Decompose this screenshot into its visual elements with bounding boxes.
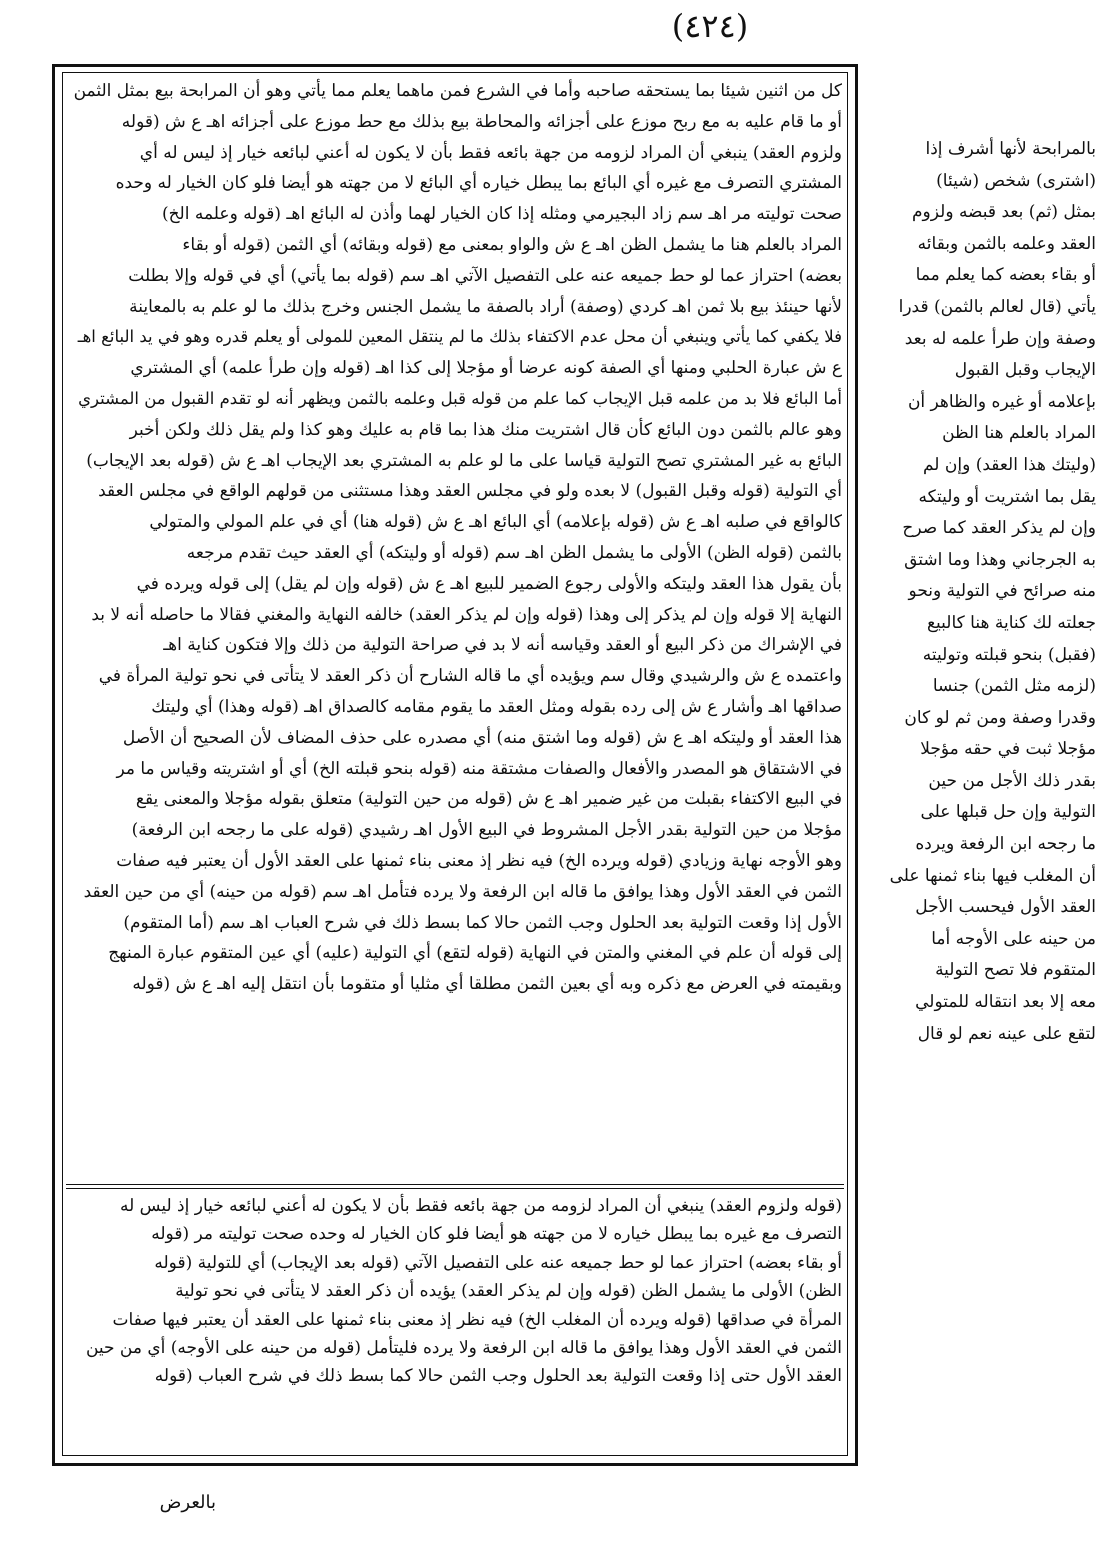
margin-text-line: ما رجحه ابن الرفعة ويرده <box>915 834 1096 855</box>
main-text-line: في الإشراك من ذكر البيع أو العقد وقياسه أنه لا بد في صراحة التولية من ذلك وإلا فتكون كناية اهـ <box>163 635 842 656</box>
main-text-line: في الاشتقاق هو المصدر والأفعال والصفات مشتقة منه (قوله بنحو قبلته الخ) أي أو اشتريته وقياس ما مر <box>116 758 842 779</box>
main-text-line: المشتري التصرف مع غيره أي البائع بما يبطل خياره أي البائع لا من جهته هو أيضا فلو كان الخيار له وحده <box>115 173 842 194</box>
margin-text-line: أو بقاء بعضه كما يعلم مما <box>915 265 1096 286</box>
main-text-line: وهو الأوجه نهاية وزيادي (قوله ويرده الخ) فيه نظر إذ معنى بناء ثمنها على العقد الأول أن يعتبر فيه صفات <box>116 850 842 871</box>
main-text-line: أي التولية (قوله وقبل القبول) لا بعده ولو في مجلس العقد وهذا مستثنى من قولهم الواقع في مجلس العقد <box>98 481 842 502</box>
margin-text-line: المتقوم فلا تصح التولية <box>935 960 1096 981</box>
margin-text-line: أن المغلب فيها بناء ثمنها على <box>889 865 1096 886</box>
commentary-text-line: الثمن في العقد الأول وهذا يوافق ما قاله ابن الرفعة ولا يرده فليتأمل (قوله من حينه على الأوجه) أي من حين <box>85 1337 842 1358</box>
margin-text-line: الإيجاب وقبل القبول <box>954 360 1096 381</box>
main-text-line: هذا العقد أو وليتكه اهـ ع ش (قوله وما اشتق منه) أي مصدره على حذف المضاف لأن الصحيح أن الأصل <box>122 727 842 748</box>
main-text-block <box>74 76 842 1184</box>
margin-text-line: من حينه على الأوجه أما <box>931 928 1096 949</box>
main-text-line: المراد بالعلم هنا ما يشمل الظن اهـ ع ش والواو بمعنى مع (قوله وبقائه) أي الثمن (قوله أو بقاء <box>182 234 842 255</box>
margin-text-line: بقدر ذلك الأجل من حين <box>928 770 1096 791</box>
margin-text-line: التولية وإن حل قبلها على <box>920 802 1096 823</box>
main-text-line: بعضه) احتراز عما لو حط جميعه عنه على التفصيل الآتي اهـ سم (قوله بما يأتي) أي في قوله وإلا بطلت <box>128 265 842 286</box>
margin-text-line: معه إلا بعد انتقاله للمتولي <box>915 992 1096 1013</box>
margin-text-line: وصفة وإن طرأ علمه له بعد <box>904 328 1096 349</box>
main-text-line: وبقيمته في العرض مع ذكره وبه أي بعين الثمن مطلقا أي مثليا أو متقوما بأن انتقل إليه اهـ ع ش (قوله <box>132 974 842 995</box>
margin-text-line: يقل بما اشتريت أو وليتكه <box>918 486 1096 507</box>
main-text-line: البائع به غير المشتري تصح التولية قياسا على ما لو علم به المشتري بعد الإيجاب اهـ ع ش (قوله بعد الإيجاب) <box>86 450 842 471</box>
margin-text-line: جعلته لك كناية هنا كالبيع <box>927 612 1096 633</box>
main-text-line: مؤجلا من حين التولية بقدر الأجل المشروط في البيع الأول اهـ رشيدي (قوله على ما رجحه ابن الرفعة) <box>131 820 842 841</box>
catchword: بالعرض <box>159 1492 216 1513</box>
main-text-line: أو ما قام عليه به مع ربح موزع على أجزائه والمحاطة بيع بذلك مع حط موزع على أجزائه اهـ ع ش (قوله <box>121 111 842 132</box>
main-text-line: أما البائع فلا بد من علمه قبل الإيجاب كما علم من قوله قبل وعلمه بالثمن ويظهر أنه لو تقدم القبول من المشتري <box>78 388 842 408</box>
margin-text-line: وقدرا وصفة ومن ثم لو كان <box>904 707 1096 728</box>
main-text-line: ولزوم العقد) ينبغي أن المراد لزومه من جهة بائعه فقط بأن لا يكون له أعني لبائعه خيار إذ ليس له أي <box>139 142 842 163</box>
main-text-line: إلى قوله أن علم في المغني والمتن في النهاية (قوله لتقع) أي التولية (عليه) أي عين المتقوم عبارة المنهج <box>108 943 842 964</box>
commentary-text-line: المرأة في صداقها (قوله ويرده أن المغلب الخ) فيه نظر إذ معنى بناء ثمنها على العقد أن يعتبر فيها صفات <box>112 1309 842 1330</box>
commentary-text-block <box>74 1192 842 1448</box>
margin-text-line: لتقع على عينه نعم لو قال <box>917 1023 1096 1044</box>
main-text-line: الثمن في العقد الأول وهذا يوافق ما قاله ابن الرفعة ولا يرده فتأمل اهـ سم (قوله من حينه) أي من حين العقد <box>83 881 842 902</box>
commentary-text-line: التصرف مع غيره بما يبطل خياره لا من جهته هو أيضا فلو كان الخيار له وحده صحت توليته مر (قوله <box>151 1224 842 1245</box>
margin-text-line: (لزمه مثل الثمن) جنسا <box>932 676 1096 697</box>
margin-text-line: به الجرجاني وهذا وما اشتق <box>904 549 1096 570</box>
margin-text-line: منه صرائح في التولية ونحو <box>908 581 1096 602</box>
main-text-line: كالواقع في صلبه اهـ ع ش (قوله بإعلامه) أي البائع اهـ ع ش (قوله هنا) أي في علم المولي والمتولي <box>149 512 842 533</box>
margin-text-line: بمثل (ثم) بعد قبضه ولزوم <box>912 202 1096 223</box>
main-text-line: الأول إذا وقعت التولية بعد الحلول وجب الثمن حالا كما بسط ذلك في شرح العباب اهـ سم (أما المتقوم) <box>123 912 842 933</box>
margin-text-line: المراد بالعلم هنا الظن <box>942 423 1096 444</box>
section-divider <box>66 1184 844 1185</box>
page-number: (٤٢٤) <box>671 7 749 45</box>
main-text-line: في البيع الاكتفاء بقبلت من غير ضمير اهـ ع ش (قوله من حين التولية) متعلق بقوله مؤجلا والمعنى يقع <box>135 789 842 810</box>
margin-text-column <box>864 134 1096 1284</box>
main-text-line: واعتمده ع ش والرشيدي وقال سم ويؤيده أي ما قاله الشارح أن ذكر العقد لا يتأتى في نحو تولية المرأة في <box>98 666 842 687</box>
main-text-line: ع ش عبارة الحلبي ومنها أي الصفة كونه عرضا أو مؤجلا إلى كذا اهـ (قوله وإن طرأ علمه) أي المشتري <box>130 358 842 379</box>
margin-text-line: يأتي (قال لعالم بالثمن) قدرا <box>898 296 1096 317</box>
margin-text-line: (فقبل) بنحو قبلته وتوليته <box>922 644 1096 665</box>
margin-text-line: (وليتك هذا العقد) وإن لم <box>922 454 1096 475</box>
section-divider-double <box>66 1188 844 1189</box>
margin-text-line: العقد الأول فيحسب الأجل <box>915 897 1096 918</box>
margin-text-line: بإعلامه أو غيره والظاهر أن <box>907 391 1096 412</box>
commentary-text-line: العقد الأول حتى إذا وقعت التولية بعد الحلول وجب الثمن حالا كما بسط ذلك في شرح العباب (قوله <box>154 1366 842 1387</box>
main-text-line: بأن يقول هذا العقد وليتكه والأولى رجوع الضمير للبيع اهـ ع ش (قوله وإن لم يقل) إلى قوله ويرده في <box>136 573 842 594</box>
main-text-line: النهاية إلا قوله وإن لم يذكر إلى وهذا (قوله وإن لم يذكر العقد) خالفه النهاية والمغني فقالا ما حاصله أنه لا بد <box>91 604 842 625</box>
margin-text-line: مؤجلا ثبت في حقه مؤجلا <box>920 739 1096 760</box>
main-text-line: كل من اثنين شيئا بما يستحقه صاحبه وأما في الشرع فمن ماهما يعلم مما يأتي وهو أن المرابحة بيع بمثل الثمن <box>74 81 842 101</box>
main-text-line: وهو عالم بالثمن دون البائع كأن قال اشتريت منك هذا بما قام به عليك وهو كذا ولم يقل ذلك ولكن أخبر <box>129 419 842 440</box>
margin-text-line: وإن لم يذكر العقد كما صرح <box>902 518 1096 539</box>
margin-text-line: بالمرابحة لأنها أشرف إذا <box>925 139 1096 159</box>
margin-text-line: (اشترى) شخص (شيئا) <box>936 170 1096 191</box>
main-text-line: صداقها اهـ وأشار ع ش إلى رده بقوله ومثل العقد ما يقوم مقامه كالصداق اهـ (قوله وهذا) أي وليتك <box>151 696 842 717</box>
commentary-text-line: (قوله ولزوم العقد) ينبغي أن المراد لزومه من جهة بائعه فقط بأن لا يكون له أعني لبائعه خيار إذ ليس له <box>119 1196 842 1216</box>
commentary-text-line: أو بقاء بعضه) احتراز عما لو حط جميعه عنه على التفصيل الآتي (قوله بعد الإيجاب) أي للتولية (قوله <box>154 1252 842 1273</box>
main-text-line: صحت توليته مر اهـ سم زاد البجيرمي ومثله إذا كان الخيار لهما وأذن له البائع اهـ (قوله وعلمه الخ) <box>161 204 842 225</box>
margin-text-line: العقد وعلمه بالثمن وبقائه <box>917 233 1096 254</box>
main-text-line: بالثمن (قوله الظن) الأولى ما يشمل الظن اهـ سم (قوله أو وليتكه) أي العقد حيث تقدم مرجعه <box>186 542 842 563</box>
commentary-text-line: الظن) الأولى ما يشمل الظن (قوله وإن لم يذكر العقد) يؤيده أن ذكر العقد لا يتأتى في نحو تولية <box>175 1281 842 1302</box>
main-text-line: فلا يكفي كما يأتي وينبغي أن محل عدم الاكتفاء بذلك ما لم ينتقل المعين للمولى أو يعلم قدره وهو في يد البائع اهـ <box>77 327 842 347</box>
main-text-line: لأنها حينئذ بيع بلا ثمن اهـ كردي (وصفة) أراد بالصفة ما يشمل الجنس وخرج بذلك ما لو علم به بالمعاينة <box>129 296 842 317</box>
